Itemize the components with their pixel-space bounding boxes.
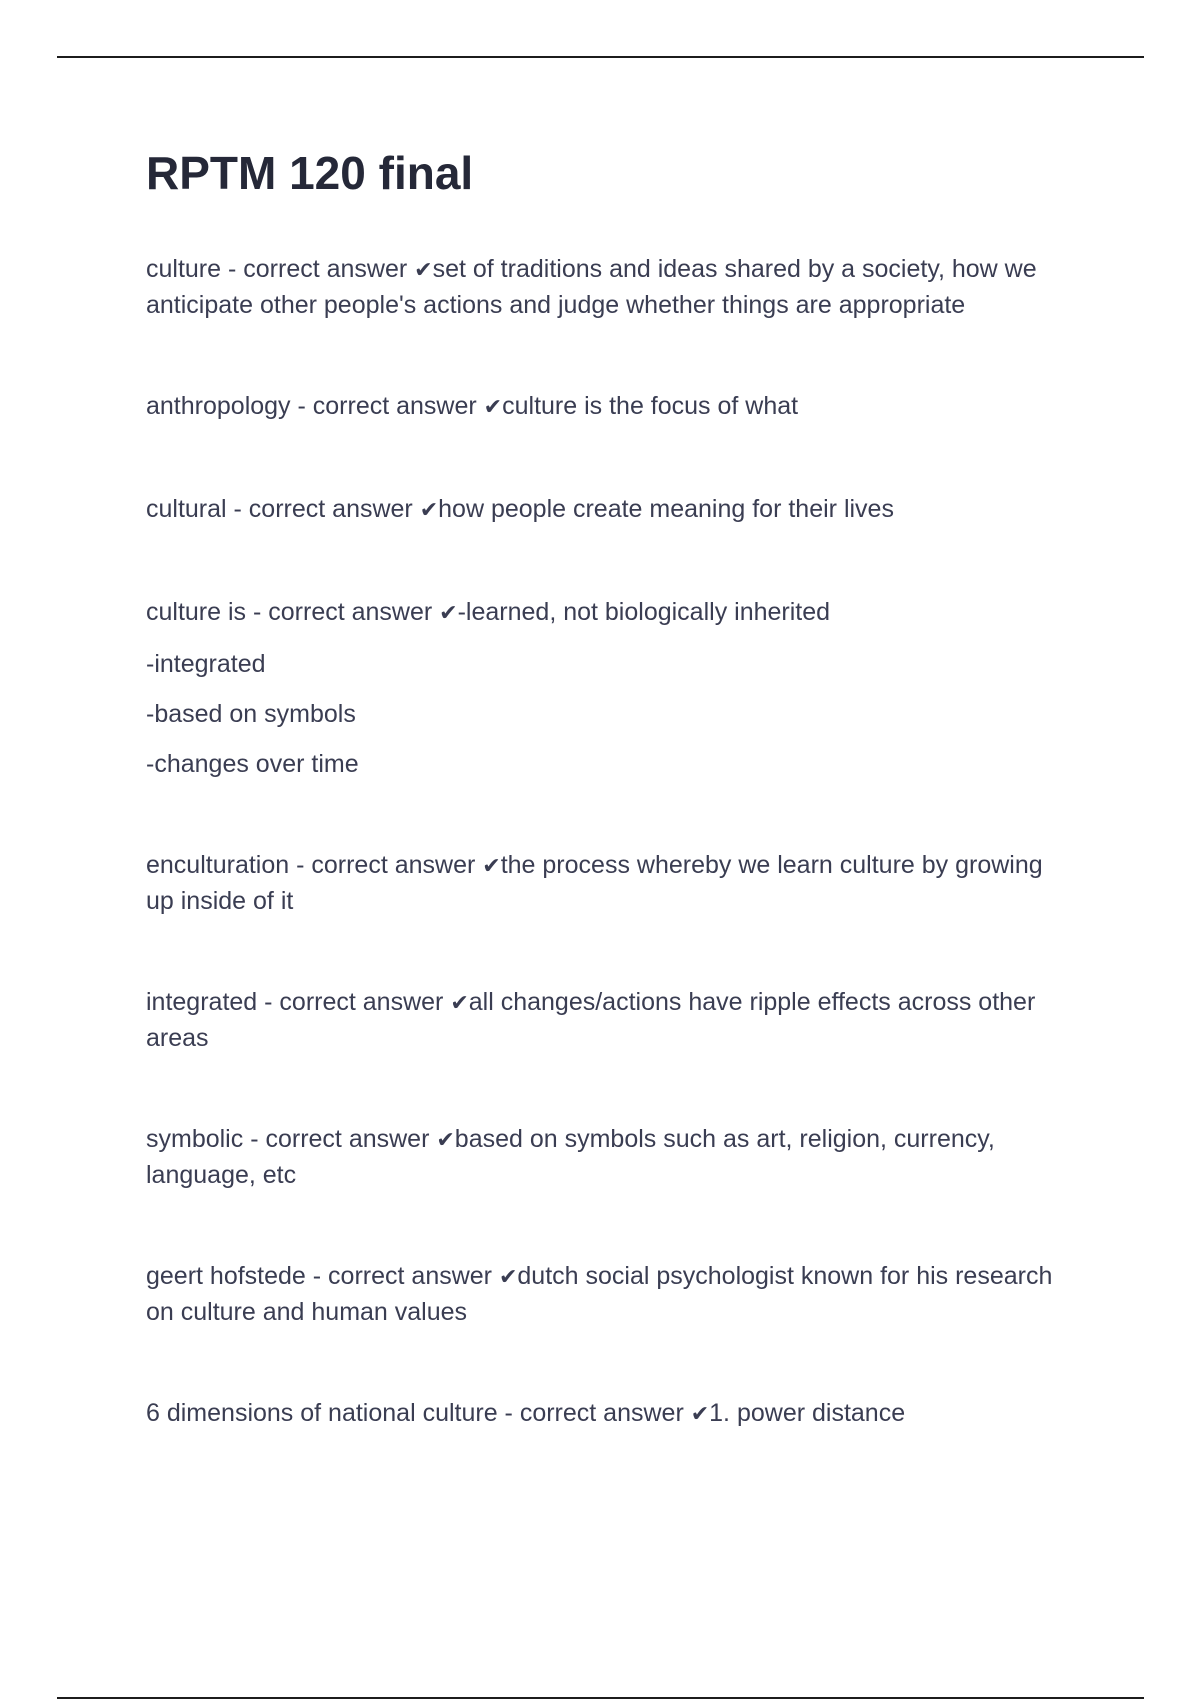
check-icon: ✔ bbox=[439, 601, 458, 626]
entry-line bbox=[146, 985, 1076, 1055]
entry-extra-line: -based on symbols bbox=[146, 700, 356, 728]
flashcard-entry bbox=[146, 1396, 1076, 1432]
flashcard-entry bbox=[146, 492, 1076, 528]
entry-term: 6 dimensions of national culture bbox=[146, 1399, 498, 1427]
flashcard-entry bbox=[146, 1259, 1076, 1329]
flashcard-list bbox=[146, 252, 1076, 1499]
entry-term: geert hofstede bbox=[146, 1262, 306, 1290]
entry-definition: dutch social psychologist known for his research on culture and human values bbox=[146, 1262, 1053, 1326]
flashcard-entry bbox=[146, 985, 1076, 1055]
flashcard-entry bbox=[146, 595, 1076, 781]
flashcard-entry bbox=[146, 1122, 1076, 1192]
entry-separator: - correct answer bbox=[497, 1399, 691, 1427]
entry-term: culture is bbox=[146, 598, 247, 626]
entry-line bbox=[146, 252, 1076, 322]
check-icon: ✔ bbox=[482, 854, 501, 879]
entry-definition: 1. power distance bbox=[709, 1399, 906, 1427]
entry-definition: culture is the focus of what bbox=[502, 392, 799, 420]
flashcard-entry bbox=[146, 252, 1076, 322]
bottom-rule bbox=[57, 1697, 1144, 1699]
entry-separator: - correct answer bbox=[289, 851, 483, 879]
top-rule bbox=[57, 56, 1144, 58]
entry-line bbox=[146, 1396, 1076, 1432]
entry-line bbox=[146, 595, 1076, 631]
check-icon: ✔ bbox=[483, 395, 503, 420]
entry-line bbox=[146, 1122, 1076, 1192]
entry-extra-line: -changes over time bbox=[146, 750, 359, 778]
entry-line bbox=[146, 848, 1076, 918]
entry-term: culture bbox=[146, 255, 222, 283]
entry-line bbox=[146, 389, 1076, 425]
entry-extra-line: -integrated bbox=[146, 650, 266, 678]
entry-term: integrated bbox=[146, 988, 258, 1016]
entry-separator: - correct answer bbox=[221, 255, 415, 283]
check-icon: ✔ bbox=[419, 498, 439, 523]
check-icon: ✔ bbox=[690, 1402, 710, 1427]
entry-term: anthropology bbox=[146, 392, 291, 420]
entry-separator: - correct answer bbox=[246, 598, 440, 626]
entry-definition: based on symbols such as art, religion, currency, language, etc bbox=[146, 1125, 995, 1189]
entry-separator: - correct answer bbox=[257, 988, 451, 1016]
entry-term: enculturation bbox=[146, 851, 290, 879]
entry-line bbox=[146, 492, 1076, 528]
flashcard-entry bbox=[146, 389, 1076, 425]
entry-line bbox=[146, 1259, 1076, 1329]
entry-separator: - correct answer bbox=[243, 1125, 437, 1153]
document-title: RPTM 120 final bbox=[146, 147, 474, 199]
check-icon: ✔ bbox=[450, 991, 469, 1016]
entry-definition: the process whereby we learn culture by growing up inside of it bbox=[146, 851, 1043, 915]
entry-term: cultural bbox=[146, 495, 227, 523]
entry-extra-lines bbox=[146, 647, 1076, 781]
check-icon: ✔ bbox=[436, 1128, 455, 1153]
check-icon: ✔ bbox=[498, 1265, 518, 1290]
flashcard-entry bbox=[146, 848, 1076, 918]
entry-definition: how people create meaning for their lives bbox=[438, 495, 894, 523]
entry-term: symbolic bbox=[146, 1125, 244, 1153]
entry-separator: - correct answer bbox=[290, 392, 484, 420]
entry-definition: -learned, not biologically inherited bbox=[457, 598, 831, 626]
check-icon: ✔ bbox=[414, 258, 433, 283]
entry-separator: - correct answer bbox=[305, 1262, 499, 1290]
entry-separator: - correct answer bbox=[226, 495, 420, 523]
entry-definition: all changes/actions have ripple effects across other areas bbox=[146, 988, 1036, 1052]
entry-definition: set of traditions and ideas shared by a society, how we anticipate other people's actions and judge whether things are appropriate bbox=[146, 255, 1037, 319]
